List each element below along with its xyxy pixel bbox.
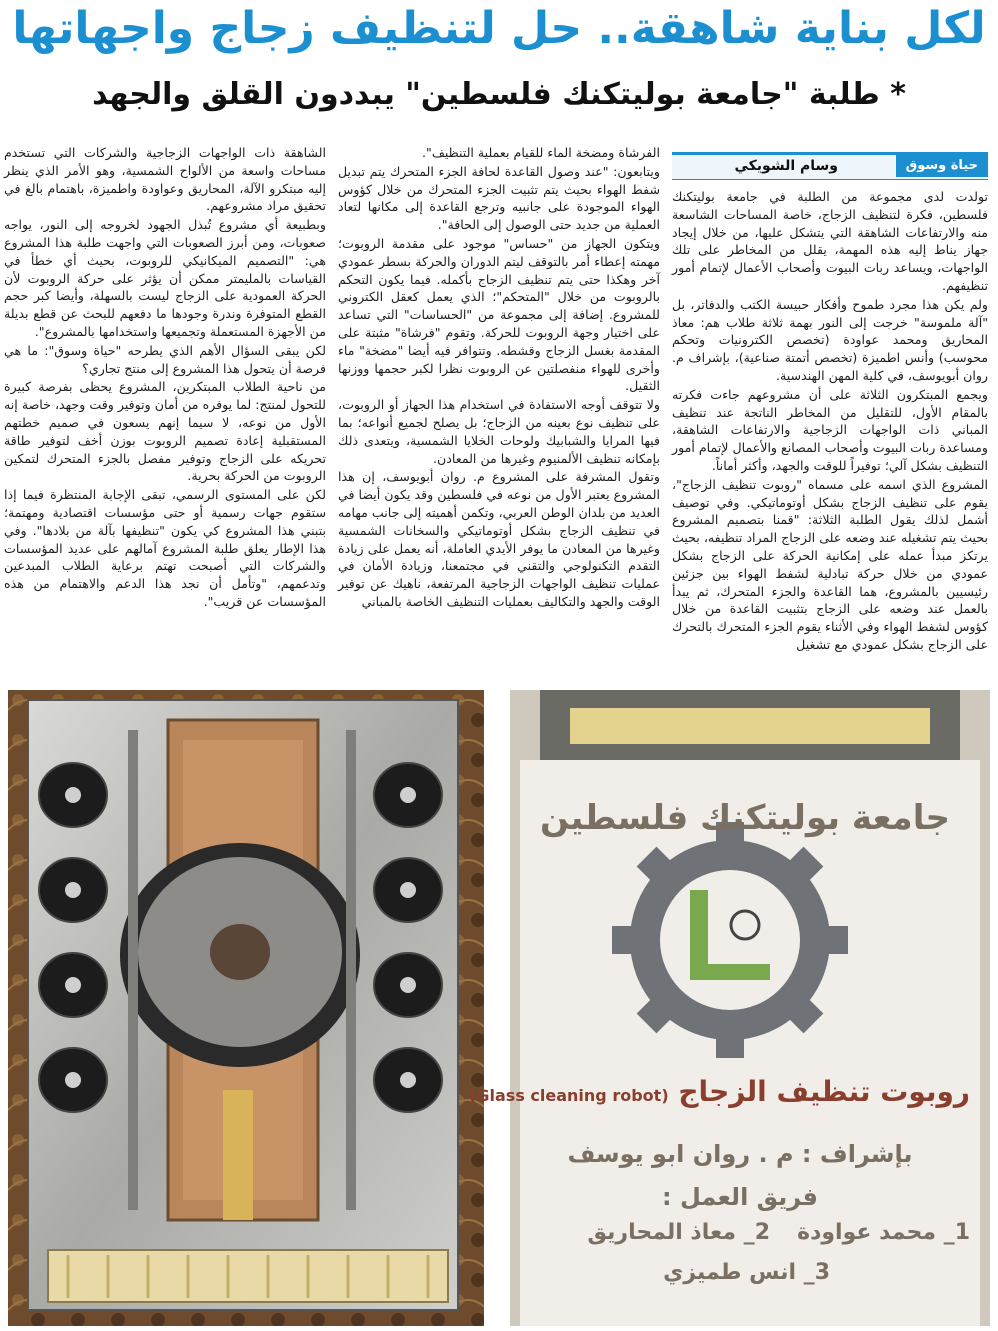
paragraph: الشاهقة ذات الواجهات الزجاجية والشركات التي تستخدم مساحات واسعة من الألواح الشمسية، وهو الأمر الذي ينظر إليه مبتكرو الآلة، المحاريق وعواودة واطميزة، باهتمام بالغ في تحقيق مراد مشروعهم. <box>4 145 326 214</box>
poster-member-3: 3_ انس طميزي <box>663 1260 830 1285</box>
article-column-left <box>4 144 326 666</box>
robot-photo <box>8 690 484 1326</box>
paragraph: المشروع الذي اسمه على مسماه "روبوت تنظيف الزجاج"، يقوم على تنظيف الزجاج بشكل أوتوماتيكي. وفي توصيف أشمل لذلك يقول الطلبة الثلاثة: "قمنا بتصميم المشروع بحيث يتم تشغيله عند وضعه على الزجاج المراد تنظيفه، بحيث يرتكز مبدأ عمله على إمكانية الحركة على الزجاج بشكل عمودي من خلال حركة تبادلية لشفط الهواء بين جزئين رئيسيين بالمشروع، هما القاعدة والجزء المتحرك، ثم يبدأ بالعمل عند وضعه على الزجاج بتثبيت القاعدة من خلال كؤوس لشفط الهواء وفي الأثناء يقوم الجزء المتحرك بالتحرك على الزجاج بشكل عمودي مع تشغيل <box>672 476 988 652</box>
paragraph: ولم يكن هذا مجرد طموح وأفكار حبيسة الكتب والدفاتر، بل "آلة ملموسة" خرجت إلى النور بهمة ثلاثة طلاب هم: معاذ المحاريق ومحمد عواودة (تخصص الكترونيات وتحكم محوسب) وأنس اطميزة (تخصص أتمتة صناعية)، بإشراف م. روان أبويوسف، في كلية المهن الهندسية. <box>672 296 988 383</box>
poster-project-title-en: (Glass cleaning robot) <box>469 1086 669 1105</box>
article-column-right <box>672 188 988 666</box>
poster-member-1: 1_ محمد عواودة <box>797 1220 970 1245</box>
headline: لكل بناية شاهقة.. حل لتنظيف زجاج واجهاتها <box>12 3 986 54</box>
poster-member-2: 2_ معاذ المحاريق <box>587 1220 770 1245</box>
university-logo-icon <box>612 822 848 1058</box>
robot-illustration <box>8 690 484 1326</box>
paragraph: من ناحية الطلاب المبتكرين، المشروع يحظى بفرصة كبيرة للتحول لمنتج: لما يوفره من أمان وتوفير وقت وجهد، خاصة إنه الأول من نوعه، لا سيما إنهم يسعون في صميم خطتهم المستقبلية إعادة تصميم الروبوت بوزن أخف لتوفير طاقة تحريكه على الزجاج وتوفير مفصل بالجزء المتحرك لتمكين الروبوت من الحركة بحرية. <box>4 379 326 484</box>
poster-university-name: جامعة بوليتكنك فلسطين <box>539 798 950 838</box>
paragraph: الفرشاة ومضخة الماء للقيام بعملية التنظيف". <box>422 145 660 160</box>
poster-project-title-ar: روبوت تنظيف الزجاج <box>678 1075 970 1108</box>
poster-team-heading: فريق العمل : <box>662 1183 818 1211</box>
paragraph: وبطبيعة أي مشروع تُبذل الجهود لخروجه إلى النور، يواجه صعوبات، ومن أبرز الصعوبات التي واجهت طلبة هذا المشروع هي: "التصميم الميكانيكي للروبوت، بحيث أي خطأ في القياسات بالمليمتر ممكن أن يؤثر على حركة الروبوت لأن الحركة العمودية على الزجاج ليست بالسهلة، وأيضا كبر حجم القطع المتوفرة وندرة وجودها ما دفعهم للبحث عن قطع بديلة من الأجهزة المستعملة وتجميعها واستخدامها بالمشروع". <box>4 217 326 339</box>
paragraph: ويتابعون: "عند وصول القاعدة لحافة الجزء المتحرك يتم تبديل شفط الهواء بحيث يتم تثبيت الجزء المتحرك من خلال كؤوس الهواء الموجودة على جانبيه وترجع القاعدة إلى مكانها لتعاد العملية من جديد حتى الوصول إلى الحافة". <box>338 163 660 233</box>
paragraph: وتقول المشرفة على المشروع م. روان أبويوسف، إن هذا المشروع يعتبر الأول من نوعه في فلسطين وقد يكون أيضا في العديد من بلدان الوطن العربي، وتكمن أهميته إلى جانب مهامه في تنظيف الزجاج بشكل أوتوماتيكي والسخانات الشمسية وغيرها من المعادن ما يوفر الأيدي العاملة، أنه يعمل على زيادة التقدم التكنولوجي والتقني في مجتمعنا، وزيادة الأمان في عمليات تنظيف الواجهات الزجاجية المرتفعة، ناهيك عن توفير الوقت والجهد والتكاليف بعمليات التنظيف الخاصة بالمباني <box>338 469 660 609</box>
section-tag: حياة وسوق <box>896 155 988 177</box>
poster-supervisor: بإشراف : م . روان ابو يوسف <box>567 1140 913 1168</box>
subheadline: * طلبة "جامعة بوليتكنك فلسطين" يبددون القلق والجهد <box>92 77 906 112</box>
project-poster-photo <box>469 690 990 1326</box>
paragraph: ويتكون الجهاز من "حساس" موجود على مقدمة الروبوت؛ مهمته إعطاء أمر بالتوقف ليتم الدوران والحركة بسطر عمودي آخر وهكذا حتى يتم تنظيف الزجاج بأكمله. فيما يكون التحكم بالروبوت من خلال "المتحكم"؛ الذي يعمل كعقل الكتروني للمشروع. إضافة إلى مجموعة من "الحساسات" التي تساعد على اختيار وجهة الروبوت للحركة. وتقوم "فرشاة" مثبتة على المقدمة بغسل الزجاج وقشطه. وتتوافر فيه أيضا "مضخة" ماء وأخرى للهواء منفصلتين عن الروبوت نظرا لكبر حجمها ووزنها الثقيل. <box>338 235 660 394</box>
byline <box>672 152 988 180</box>
paragraph: لكن يبقى السؤال الأهم الذي يطرحه "حياة وسوق": ما هي فرصة أن يتحول هذا المشروع إلى منتج تجاري؟ <box>4 342 326 376</box>
article-column-middle <box>338 144 660 666</box>
paragraph: لكن على المستوى الرسمي، تبقى الإجابة المنتظرة فيما إذا ستقوم جهات رسمية أو حتى مؤسسات اقتصادية ومهتمة؛ بتبني هذا المشروع كي يكون "تنظيفها بآلة من بلادها". وفي هذا الإطار يعلق طلبة المشروع آمالهم على عديد المؤسسات والشركات التي أصبحت تهتم برعاية الطلاب المبدعين وتدعمهم، "وتأمل أن نجد هذا الدعم والاهتمام من هذه المؤسسات عن قريب". <box>4 487 326 609</box>
paragraph: ويجمع المبتكرون الثلاثة على أن مشروعهم جاءت فكرته بالمقام الأول، للتقليل من المخاطر الناتجة عند تنظيف المباني ذات الواجهات الزجاجية والارتفاعات الشاهقة، ومساعدة ربات البيوت وأصحاب المصانع والأعمال لإتمام أمور التنظيف بشكل آلي؛ توفيراً للوقت والجهد، وأكثر أماناً. <box>672 386 988 473</box>
paragraph: تولدت لدى مجموعة من الطلبة في جامعة بوليتكنك فلسطين، فكرة لتنظيف الزجاج، خاصة المساحات الشاسعة منه والارتفاعات الشاهقة التي يتشكل عليها، من خلال إيجاد جهاز يناط إليه هذه المهمة، يقلل من المخاطر على تلك الواجهات، ويساعد ربات البيوت وأصحاب الأعمال لإتمام أمور تنظيفهم. <box>672 189 988 293</box>
paragraph: ولا تتوقف أوجه الاستفادة في استخدام هذا الجهاز أو الروبوت، على تنظيف نوع بعينه من الزجاج؛ بل يصلح لجميع أنواعه؛ بما فيها المرايا والشبابيك ولوحات الخلايا الشمسية، ويتعدى ذلك بإمكانه تنظيف الألمنيوم وغيرها من المعادن. <box>338 397 660 466</box>
poster-project-title <box>469 1075 970 1108</box>
author-name: وسام الشويكي <box>734 158 838 174</box>
